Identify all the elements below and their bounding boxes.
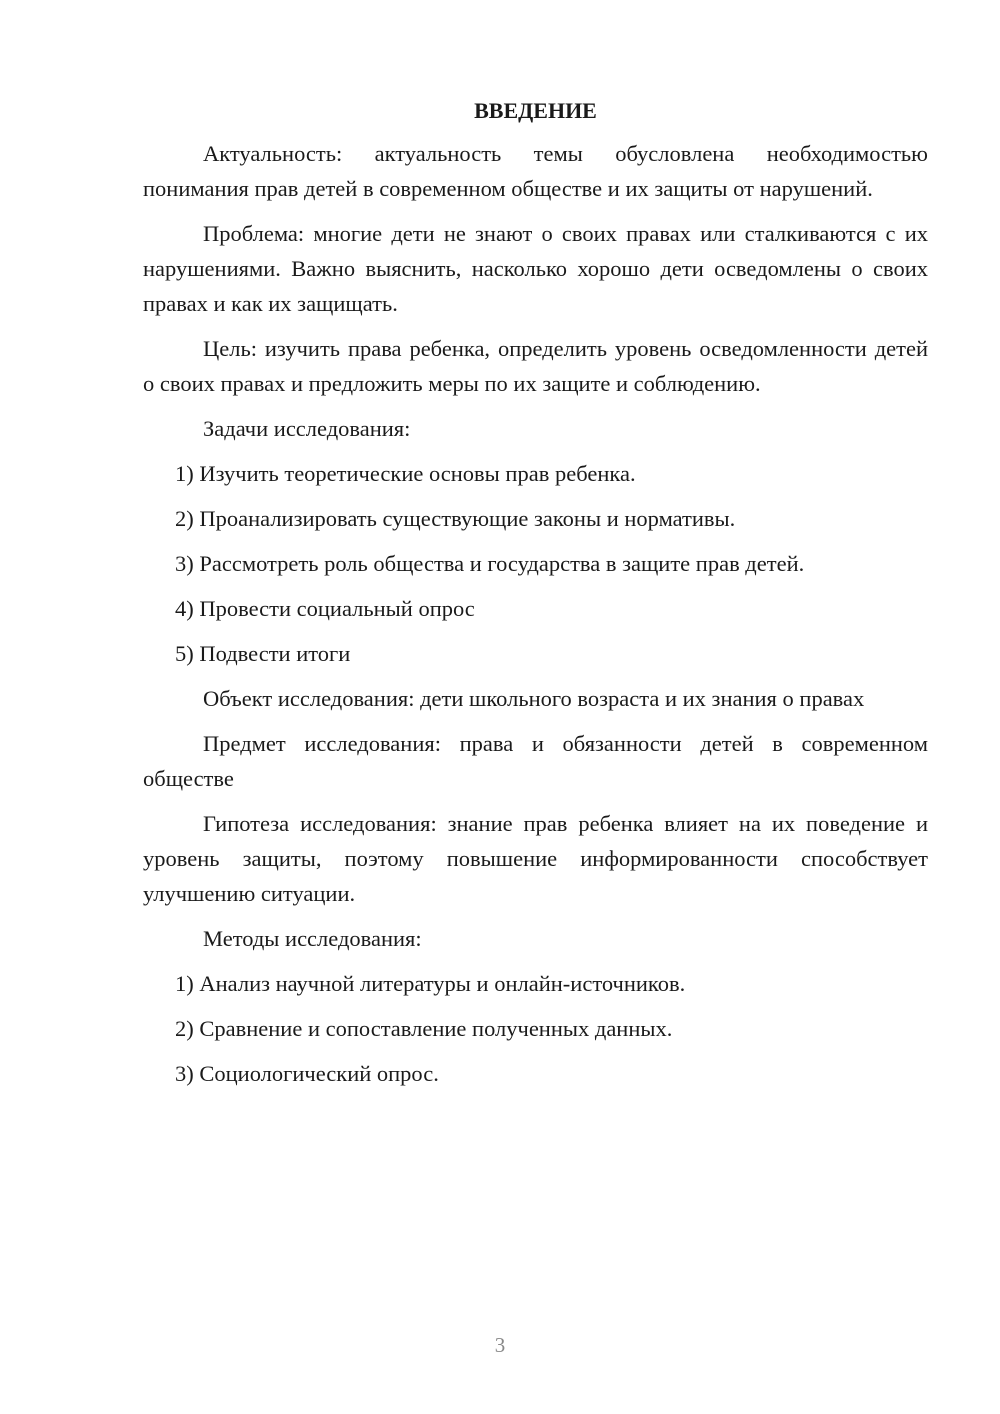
paragraph-problem: Проблема: многие дети не знают о своих правах или сталкиваются с их нарушениями. Важно выяснить, насколько хорошо дети осведомлены о своих правах и как их защищать. (143, 221, 928, 316)
task-item: 4) Провести социальный опрос (175, 596, 475, 621)
page-number: 3 (494, 1333, 506, 1357)
task-item: 5) Подвести итоги (175, 641, 351, 666)
method-item: 3) Социологический опрос. (175, 1061, 439, 1086)
paragraph-hypothesis: Гипотеза исследования: знание прав ребенка влияет на их поведение и уровень защиты, поэтому повышение информированности способствует улучшению ситуации. (143, 811, 928, 906)
paragraph-tasks-heading: Задачи исследования: (203, 416, 411, 441)
paragraph-object: Объект исследования: дети школьного возраста и их знания о правах (203, 686, 865, 711)
task-item: 1) Изучить теоретические основы прав ребенка. (175, 461, 636, 486)
paragraph-relevance: Актуальность: актуальность темы обусловлена необходимостью понимания прав детей в современном обществе и их защиты от нарушений. (143, 141, 928, 201)
paragraph-goal: Цель: изучить права ребенка, определить уровень осведомленности детей о своих правах и предложить меры по их защите и соблюдению. (143, 336, 928, 396)
document-body (143, 96, 928, 1101)
paragraph-methods-heading: Методы исследования: (203, 926, 422, 951)
task-item: 2) Проанализировать существующие законы и нормативы. (175, 506, 736, 531)
method-item: 1) Анализ научной литературы и онлайн-источников. (175, 971, 686, 996)
section-title: ВВЕДЕНИЕ (474, 98, 597, 123)
paragraph-subject: Предмет исследования: права и обязанности детей в современном обществе (143, 731, 928, 791)
task-item: 3) Рассмотреть роль общества и государства в защите прав детей. (175, 551, 805, 576)
method-item: 2) Сравнение и сопоставление полученных данных. (175, 1016, 673, 1041)
